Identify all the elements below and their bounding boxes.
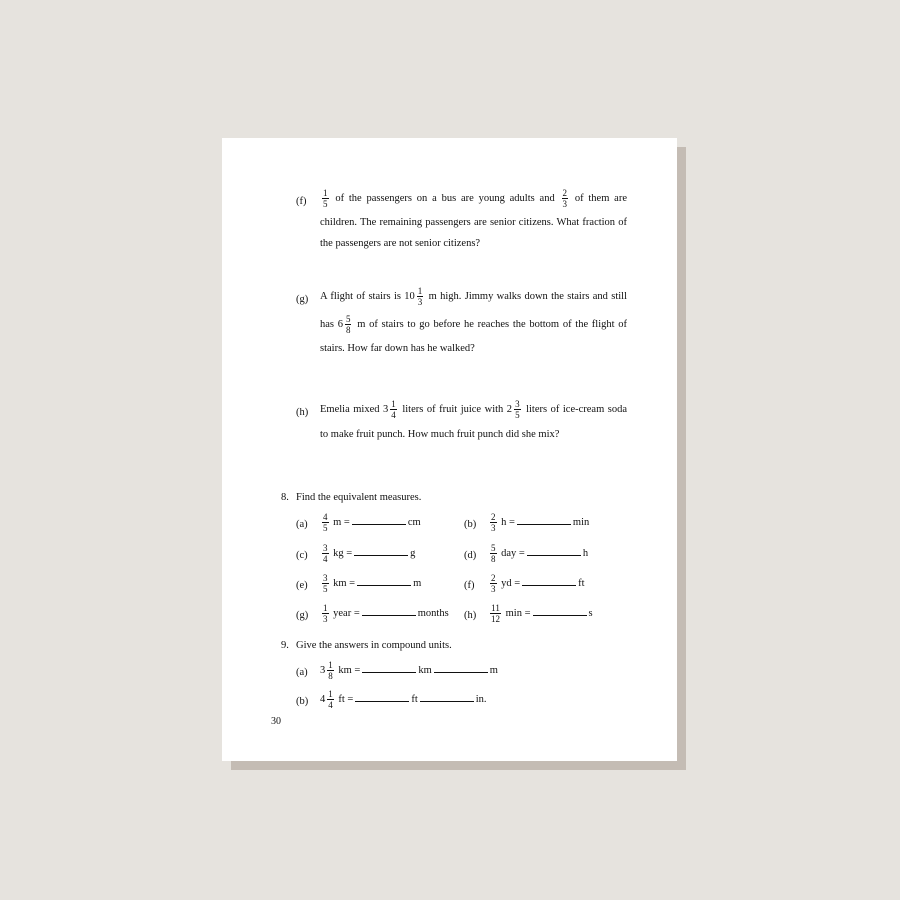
q8-item-expression: $\frac{3}{4}$ kg = g	[323, 543, 416, 564]
q7f-fraction-1: $\frac{1}{5}$	[323, 188, 328, 209]
answer-blank[interactable]	[533, 607, 587, 616]
q8-item-label: (g)	[296, 610, 309, 621]
answer-blank[interactable]	[517, 516, 571, 525]
q8-item-expression: $\frac{2}{3}$ yd = ft	[491, 573, 585, 594]
q8-item-expression: $\frac{4}{5}$ m = cm	[323, 512, 421, 533]
q7g-line-1: A flight of stairs is 10 $\frac{1}{3}$ m high. Jimmy walks down the stairs and still	[320, 286, 627, 307]
page-number: 30	[271, 716, 281, 727]
q7g-line-2: has 6 $\frac{5}{8}$ m of stairs to go before he reaches the bottom of the flight of	[320, 314, 628, 335]
q9-item-label: (a)	[296, 667, 308, 678]
q7g-fraction-1: $\frac{1}{3}$	[417, 286, 423, 307]
q8-item-label: (a)	[296, 519, 308, 530]
q7h-fraction-2: $\frac{3}{5}$	[515, 399, 520, 420]
answer-blank[interactable]	[352, 516, 406, 525]
q8-item-fraction: $\frac{11}{12}$	[491, 603, 500, 624]
q8-item-label: (f)	[464, 580, 475, 591]
q8-item-label: (b)	[464, 519, 477, 530]
q8-item-expression: $\frac{3}{5}$ km = m	[323, 573, 422, 594]
answer-blank[interactable]	[362, 607, 416, 616]
q7g-line-3: stairs. How far down has he walked?	[320, 343, 475, 354]
q7h-line-2: to make fruit punch. How much fruit punch did she mix?	[320, 429, 560, 440]
q8-item-fraction: $\frac{1}{3}$	[323, 603, 328, 624]
q7f-line-3: the passengers are not senior citizens?	[320, 238, 481, 249]
q7f-line-2: children. The remaining passengers are senior citizens. What fraction of	[320, 217, 627, 228]
answer-blank[interactable]	[527, 547, 581, 556]
q7g-label: (g)	[296, 294, 309, 305]
q7f-line-1: $\frac{1}{5}$ of the passengers on a bus are young adults and $\frac{2}{3}$ of them are	[323, 188, 628, 209]
q9-item-expression: 3 $\frac{1}{8}$ km = km m	[320, 660, 498, 681]
answer-blank[interactable]	[357, 577, 411, 586]
answer-blank[interactable]	[362, 664, 416, 673]
q7g-fraction-2: $\frac{5}{8}$	[345, 314, 351, 335]
q8-item-fraction: $\frac{2}{3}$	[491, 573, 496, 594]
answer-blank[interactable]	[354, 547, 408, 556]
q9-title: Give the answers in compound units.	[296, 640, 452, 651]
q8-item-expression: $\frac{2}{3}$ h = min	[491, 512, 590, 533]
q9-item-expression: 4 $\frac{1}{4}$ ft = ft in.	[320, 689, 487, 710]
q8-item-fraction: $\frac{3}{5}$	[323, 573, 328, 594]
q8-item-fraction: $\frac{4}{5}$	[323, 512, 328, 533]
q8-item-expression: $\frac{1}{3}$ year = months	[323, 603, 449, 624]
worksheet-page	[222, 138, 677, 761]
q7f-fraction-2: $\frac{2}{3}$	[562, 188, 568, 209]
q9-item-fraction: $\frac{1}{4}$	[328, 689, 333, 710]
q8-item-expression: $\frac{11}{12}$ min = s	[491, 603, 593, 624]
q8-item-label: (d)	[464, 550, 477, 561]
q8-item-label: (c)	[296, 550, 308, 561]
answer-blank[interactable]	[434, 664, 488, 673]
q9-item-label: (b)	[296, 696, 309, 707]
q9-item-fraction: $\frac{1}{8}$	[328, 660, 333, 681]
q7h-fraction-1: $\frac{1}{4}$	[391, 399, 396, 420]
answer-blank[interactable]	[522, 577, 576, 586]
q7f-label: (f)	[296, 196, 307, 207]
answer-blank[interactable]	[355, 693, 409, 702]
q7h-label: (h)	[296, 407, 309, 418]
q8-number: 8.	[281, 492, 289, 503]
q8-title: Find the equivalent measures.	[296, 492, 422, 503]
q7h-line-1: Emelia mixed 3 $\frac{1}{4}$ liters of fruit juice with 2 $\frac{3}{5}$ liters of ice-cream soda	[320, 399, 628, 420]
q8-item-expression: $\frac{5}{8}$ day = h	[491, 543, 589, 564]
q8-item-fraction: $\frac{3}{4}$	[323, 543, 328, 564]
q8-item-fraction: $\frac{5}{8}$	[491, 543, 496, 564]
q8-item-label: (e)	[296, 580, 308, 591]
q8-item-fraction: $\frac{2}{3}$	[491, 512, 496, 533]
answer-blank[interactable]	[420, 693, 474, 702]
q8-item-label: (h)	[464, 610, 477, 621]
q9-number: 9.	[281, 640, 289, 651]
